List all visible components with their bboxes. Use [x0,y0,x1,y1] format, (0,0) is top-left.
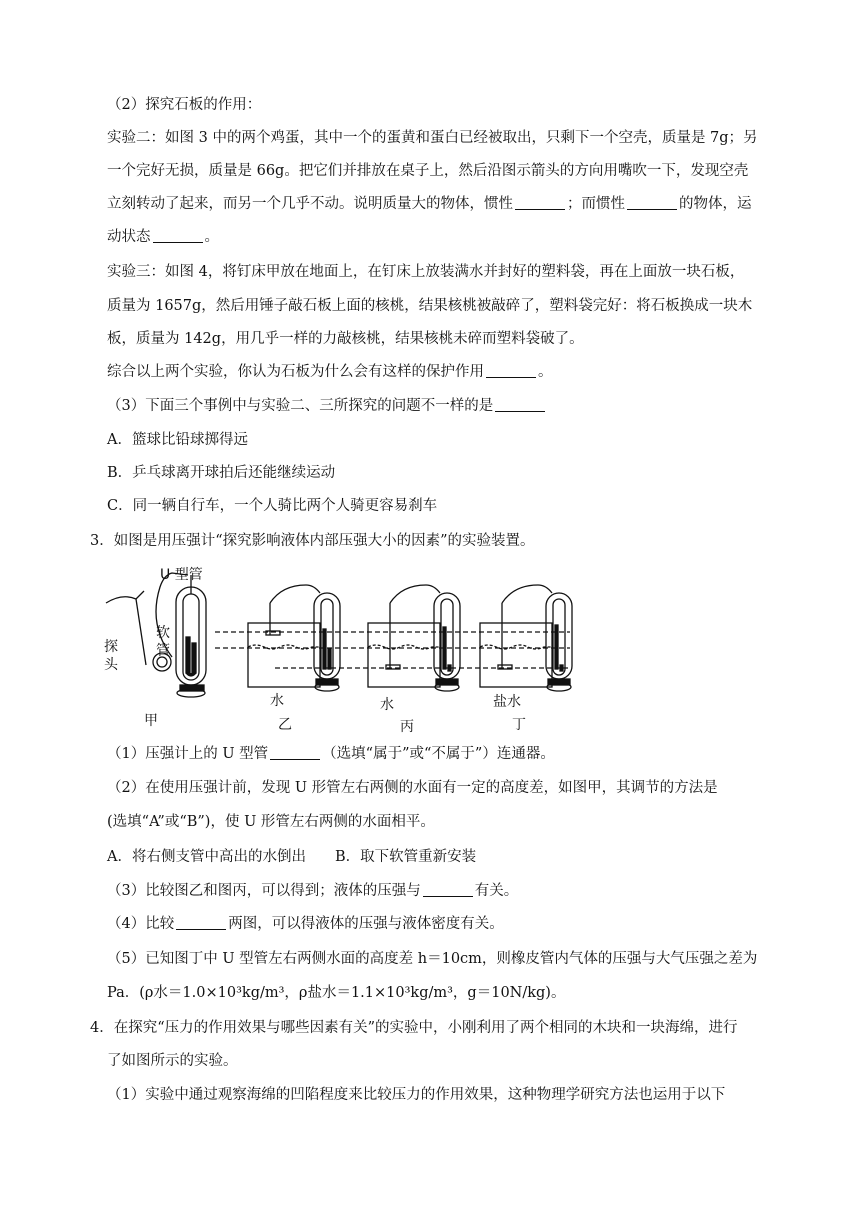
subquestion-2: （2）探究石板的作用： [107,97,262,113]
q3-sub1: （1）压强计上的 U 型管 （选填“属于”或“不属于”）连通器。 [107,746,555,762]
option-b: B．乒乓球离开球拍后还能继续运动 [107,465,336,481]
question-3-stem: 3．如图是用压强计“探究影响液体内部压强大小的因素”的实验装置。 [90,533,535,549]
subquestion-3: （3）下面三个事例中与实验二、三所探究的问题不一样的是 [107,396,547,416]
text-line: 质量为 1657g，然后用锤子敲石板上面的核桃，结果核桃被敲碎了，塑料袋完好：将石板换成一块木 [107,298,753,314]
option-c: C．同一辆自行车，一个人骑比两个人骑更容易刹车 [107,498,438,514]
q3-options: A．将右侧支管中高出的水倒出 B．取下软管重新安装 [107,849,477,865]
text-line: 实验二：如图 3 中的两个鸡蛋，其中一个的蛋黄和蛋白已经被取出，只剩下一个空壳，质量是 7g；另 [107,130,758,146]
q3-sub5: （5）已知图丁中 U 型管左右两侧水面的高度差 h＝10cm，则橡皮管内气体的压强与大气压强之差为 [107,951,758,967]
beaker-ding [480,585,572,691]
label-water-yi: 水 [270,693,284,709]
pressure-gauge-figure [100,565,580,735]
text-line: 了如图所示的实验。 [107,1053,238,1069]
label-yi: 乙 [278,717,292,733]
answer-blank[interactable] [627,195,677,210]
option-a: A．篮球比铅球掷得远 [107,432,248,448]
answer-blank[interactable] [515,195,565,210]
text-line: 板，质量为 142g，用几乎一样的力敲核桃，结果核桃未碎而塑料袋破了。 [107,331,584,347]
label-brine: 盐水 [493,694,521,710]
answer-blank[interactable] [423,882,473,897]
answer-blank[interactable] [176,915,226,930]
q3-sub2: （2）在使用压强计前，发现 U 形管左右两侧的水面有一定的高度差，如图甲，其调节的方法是 [107,780,718,796]
label-jia: 甲 [144,713,158,729]
label-water-bing: 水 [380,697,394,713]
label-probe: 探头 [104,639,118,673]
label-bing: 丙 [400,719,414,735]
text-line: 动状态 。 [107,229,219,245]
text-line: 实验三：如图 4，将钉床甲放在地面上，在钉床上放装满水并封好的塑料袋，再在上面放一块石板， [107,264,745,280]
text-line: 综合以上两个实验，你认为石板为什么会有这样的保护作用 。 [107,364,553,380]
text-line: 一个完好无损，质量是 66g。把它们并排放在桌子上，然后沿图示箭头的方向用嘴吹一下，发现空壳 [107,163,749,179]
beaker-bing [368,585,460,691]
q4-sub1: （1）实验中通过观察海绵的凹陷程度来比较压力的作用效果，这种物理学研究方法也运用于以下 [107,1087,726,1103]
text-line: 立刻转动了起来，而另一个几乎不动。说明质量大的物体，惯性 ；而惯性 的物体，运 [107,196,752,212]
text-line: (选填“A”或“B”)，使 U 形管左右两侧的水面相平。 [107,814,435,830]
beaker-yi [248,585,340,691]
answer-blank[interactable] [495,397,545,412]
question-4-stem: 4．在探究“压力的作用效果与哪些因素有关”的实验中，小刚利用了两个相同的木块和一块海绵，进行 [90,1020,738,1036]
text-line: Pa．(ρ水＝1.0×10³kg/m³，ρ盐水＝1.1×10³kg/m³，g＝10N/kg)。 [107,985,566,1001]
label-ding: 丁 [512,717,526,733]
answer-blank[interactable] [270,745,320,760]
answer-blank[interactable] [153,228,203,243]
q3-sub3: （3）比较图乙和图丙，可以得到；液体的压强与 有关。 [107,883,519,899]
q3-sub4: （4）比较 两图，可以得液体的压强与液体密度有关。 [107,916,504,932]
answer-blank[interactable] [486,363,536,378]
label-soft-tube: 软管 [156,625,170,659]
label-u-tube: U 型管 [160,567,203,583]
